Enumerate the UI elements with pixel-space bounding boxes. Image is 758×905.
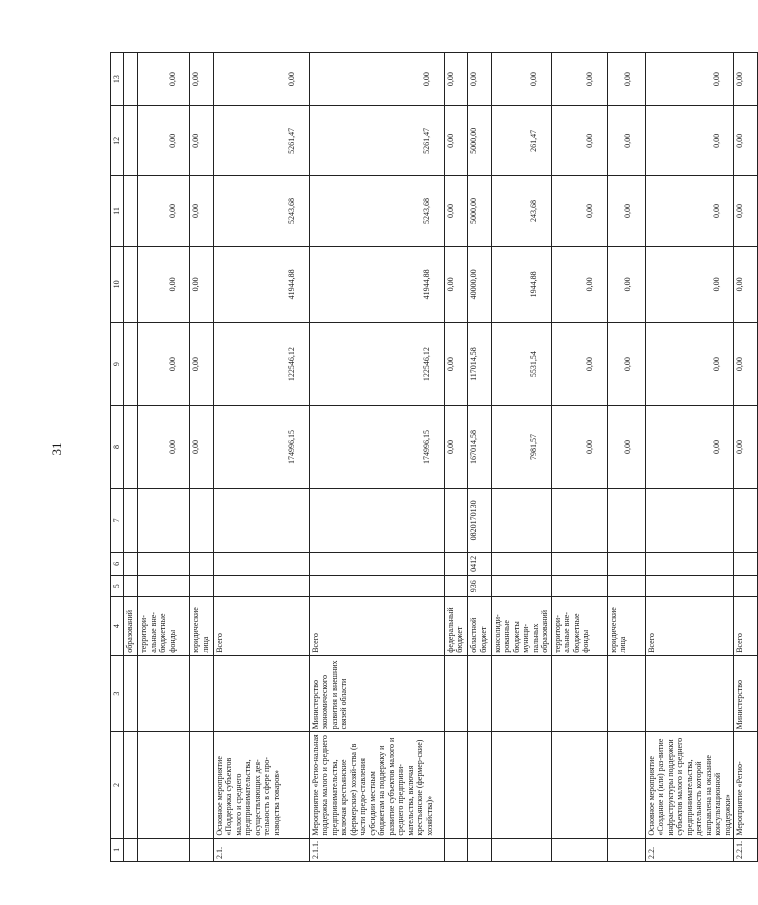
header-cell: 9 bbox=[111, 323, 124, 406]
table-cell: 41944,88 bbox=[309, 246, 444, 323]
table-cell: 0,00 bbox=[734, 53, 758, 106]
table-row bbox=[309, 53, 444, 862]
table-cell: 0,00 bbox=[551, 323, 607, 406]
table-cell bbox=[190, 838, 214, 861]
table-cell: 40000,00 bbox=[468, 246, 492, 323]
table-cell: 0,00 bbox=[190, 406, 214, 489]
table-cell bbox=[491, 488, 551, 552]
table-cell bbox=[551, 552, 607, 575]
table-cell bbox=[190, 488, 214, 552]
table-cell bbox=[124, 838, 138, 861]
budget-table bbox=[110, 52, 758, 862]
table-cell: 0,00 bbox=[645, 106, 734, 176]
table-cell: 936 bbox=[468, 576, 492, 597]
table-cell bbox=[607, 488, 645, 552]
table-cell: 5531,54 bbox=[491, 323, 551, 406]
table-cell: 0,00 bbox=[734, 406, 758, 489]
table-cell bbox=[138, 732, 190, 838]
table-cell: Всего bbox=[213, 597, 309, 655]
table-cell bbox=[124, 655, 138, 732]
table-cell bbox=[734, 552, 758, 575]
table-cell: Всего bbox=[734, 597, 758, 655]
table-cell bbox=[468, 838, 492, 861]
header-cell: 5 bbox=[111, 576, 124, 597]
table-cell: Мероприятие «Регио-нальная поддержка малого и среднего предпринимательства, включая крестьянские (фермерские) хозяй-ства (в части предо-ставления субсидии местным бюджетам на поддержку и развитие субъектов малого и среднего предприни-мательства, включая крестьянские (фермер-ские) хозяйства)» bbox=[309, 732, 444, 838]
table-cell bbox=[190, 655, 214, 732]
table-cell: 0,00 bbox=[444, 406, 468, 489]
table-cell: 0,00 bbox=[444, 53, 468, 106]
table-cell: 0,00 bbox=[190, 246, 214, 323]
table-cell: 167014,58 bbox=[468, 406, 492, 489]
table-cell bbox=[213, 552, 309, 575]
table-cell bbox=[124, 176, 138, 246]
table-cell bbox=[645, 552, 734, 575]
table-row bbox=[213, 53, 309, 862]
table-cell bbox=[309, 488, 444, 552]
table-row bbox=[491, 53, 551, 862]
table-cell: 0,00 bbox=[138, 106, 190, 176]
table-cell bbox=[124, 106, 138, 176]
table-cell: 0,00 bbox=[551, 406, 607, 489]
table-row bbox=[607, 53, 645, 862]
table-cell: 0,00 bbox=[645, 323, 734, 406]
table-cell: 0,00 bbox=[491, 53, 551, 106]
table-cell bbox=[491, 838, 551, 861]
table-cell: 0,00 bbox=[607, 106, 645, 176]
table-cell: 0,00 bbox=[551, 176, 607, 246]
header-cell: 11 bbox=[111, 176, 124, 246]
table-cell: 122546,12 bbox=[213, 323, 309, 406]
table-cell: 0,00 bbox=[551, 53, 607, 106]
table-cell bbox=[124, 246, 138, 323]
table-cell bbox=[551, 655, 607, 732]
table-cell: 0,00 bbox=[734, 176, 758, 246]
table-row bbox=[734, 53, 758, 862]
table-cell: Мероприятие «Регио- bbox=[734, 732, 758, 838]
table-cell: областной бюджет bbox=[468, 597, 492, 655]
table-cell: 0,00 bbox=[551, 106, 607, 176]
table-cell bbox=[734, 576, 758, 597]
table-cell: 0,00 bbox=[607, 246, 645, 323]
table-cell: 174996,15 bbox=[309, 406, 444, 489]
table-cell bbox=[468, 732, 492, 838]
table-cell: 243,68 bbox=[491, 176, 551, 246]
header-cell: 1 bbox=[111, 838, 124, 861]
header-cell: 10 bbox=[111, 246, 124, 323]
table-cell: 0,00 bbox=[607, 53, 645, 106]
table-cell: консолиди-рованные бюджеты муници-пальных образований bbox=[491, 597, 551, 655]
table-row bbox=[124, 53, 138, 862]
table-cell bbox=[138, 576, 190, 597]
table-cell: Основное мероприятие «Поддержка субъектов малого и среднего предпринимательства, осуществляющих дея-тельность в сфере про-изводства товаров» bbox=[213, 732, 309, 838]
table-cell: 261,47 bbox=[491, 106, 551, 176]
table-row bbox=[190, 53, 214, 862]
table-cell: 5243,68 bbox=[309, 176, 444, 246]
table-cell: 5243,68 bbox=[213, 176, 309, 246]
table-cell bbox=[491, 576, 551, 597]
table-cell bbox=[124, 53, 138, 106]
table-cell: 0,00 bbox=[190, 53, 214, 106]
table-cell: Всего bbox=[645, 597, 734, 655]
table-cell: 0,00 bbox=[138, 406, 190, 489]
table-cell bbox=[444, 488, 468, 552]
table-row bbox=[444, 53, 468, 862]
table-cell: 0,00 bbox=[734, 246, 758, 323]
table-cell: 0,00 bbox=[444, 106, 468, 176]
table-cell: 5000,00 bbox=[468, 176, 492, 246]
table-cell: 5261,47 bbox=[213, 106, 309, 176]
table-cell: 0,00 bbox=[190, 176, 214, 246]
table-cell bbox=[491, 552, 551, 575]
header-cell: 3 bbox=[111, 655, 124, 732]
table-cell bbox=[607, 838, 645, 861]
table-cell: Министерство bbox=[734, 655, 758, 732]
table-cell bbox=[734, 488, 758, 552]
table-cell bbox=[444, 655, 468, 732]
table-cell: 0,00 bbox=[309, 53, 444, 106]
table-cell: 1944,88 bbox=[491, 246, 551, 323]
header-cell: 6 bbox=[111, 552, 124, 575]
table-cell: Министерство экономического развития и внешних связей области bbox=[309, 655, 444, 732]
table-cell: федеральный бюджет bbox=[444, 597, 468, 655]
table-cell bbox=[444, 552, 468, 575]
table-cell: 0,00 bbox=[444, 246, 468, 323]
table-cell: 0412 bbox=[468, 552, 492, 575]
table-cell: 0,00 bbox=[607, 176, 645, 246]
table-cell bbox=[444, 838, 468, 861]
table-cell: Основное мероприятие «Создание и (или) раз-витие инфраструктуры поддержки субъектов малого и среднего предпринимательства, деятельность которой направлена на оказание консультационной поддержки» bbox=[645, 732, 734, 838]
table-cell bbox=[190, 576, 214, 597]
table-cell: 7981,57 bbox=[491, 406, 551, 489]
table-cell bbox=[124, 732, 138, 838]
table-cell: 0,00 bbox=[645, 246, 734, 323]
table-cell: 0,00 bbox=[607, 406, 645, 489]
table-cell: 5000,00 bbox=[468, 106, 492, 176]
table-cell bbox=[607, 576, 645, 597]
table-row bbox=[551, 53, 607, 862]
rotated-table-wrapper bbox=[110, 52, 744, 862]
table-cell: 0,00 bbox=[138, 53, 190, 106]
table-cell bbox=[138, 552, 190, 575]
table-cell: территори-альные вне-бюджетные фонды bbox=[551, 597, 607, 655]
table-cell: 2.2. bbox=[645, 838, 734, 861]
table-cell: 0,00 bbox=[213, 53, 309, 106]
table-cell: 0,00 bbox=[190, 106, 214, 176]
table-cell bbox=[607, 655, 645, 732]
table-cell bbox=[491, 655, 551, 732]
table-cell: 174996,15 bbox=[213, 406, 309, 489]
table-cell: Всего bbox=[309, 597, 444, 655]
table-cell: 0,00 bbox=[734, 106, 758, 176]
table-cell: юридические лица bbox=[190, 597, 214, 655]
table-cell bbox=[551, 488, 607, 552]
table-row bbox=[645, 53, 734, 862]
table-cell bbox=[124, 488, 138, 552]
header-cell: 8 bbox=[111, 406, 124, 489]
table-cell bbox=[213, 655, 309, 732]
table-cell: 0,00 bbox=[645, 406, 734, 489]
table-cell: 0,00 bbox=[645, 53, 734, 106]
table-cell: 41944,88 bbox=[213, 246, 309, 323]
table-cell: 2.1.1. bbox=[309, 838, 444, 861]
table-cell: 0,00 bbox=[444, 176, 468, 246]
table-cell: 0820170130 bbox=[468, 488, 492, 552]
table-cell bbox=[444, 576, 468, 597]
table-cell: 2.2.1. bbox=[734, 838, 758, 861]
table-cell bbox=[645, 488, 734, 552]
table-cell: юридические лица bbox=[607, 597, 645, 655]
table-cell: 0,00 bbox=[734, 323, 758, 406]
table-cell bbox=[551, 838, 607, 861]
table-cell bbox=[309, 552, 444, 575]
table-cell bbox=[309, 576, 444, 597]
table-cell bbox=[124, 552, 138, 575]
table-cell: 0,00 bbox=[468, 53, 492, 106]
table-cell: 117014,58 bbox=[468, 323, 492, 406]
table-cell bbox=[444, 732, 468, 838]
table-cell bbox=[551, 732, 607, 838]
page-number: 31 bbox=[49, 442, 64, 456]
table-cell bbox=[491, 732, 551, 838]
header-cell: 13 bbox=[111, 53, 124, 106]
table-cell bbox=[551, 576, 607, 597]
table-cell: 0,00 bbox=[138, 246, 190, 323]
table-cell: 0,00 bbox=[190, 323, 214, 406]
table-row bbox=[468, 53, 492, 862]
table-cell: 0,00 bbox=[645, 176, 734, 246]
header-cell: 7 bbox=[111, 488, 124, 552]
header-row bbox=[111, 53, 124, 862]
table-cell: 0,00 bbox=[444, 323, 468, 406]
table-cell: 0,00 bbox=[138, 176, 190, 246]
table-cell bbox=[190, 552, 214, 575]
table-cell: 5261,47 bbox=[309, 106, 444, 176]
table-cell bbox=[607, 552, 645, 575]
table-cell bbox=[124, 323, 138, 406]
table-cell: 2.1. bbox=[213, 838, 309, 861]
table-cell: 0,00 bbox=[607, 323, 645, 406]
table-cell bbox=[645, 576, 734, 597]
table-cell: образований bbox=[124, 597, 138, 655]
table-cell bbox=[213, 576, 309, 597]
table-cell bbox=[645, 655, 734, 732]
table-cell bbox=[124, 576, 138, 597]
table-cell bbox=[138, 838, 190, 861]
table-cell: 122546,12 bbox=[309, 323, 444, 406]
table-cell bbox=[138, 488, 190, 552]
table-cell bbox=[213, 488, 309, 552]
table-cell: территори-альные вне-бюджетные фонды bbox=[138, 597, 190, 655]
table-cell: 0,00 bbox=[551, 246, 607, 323]
table-row bbox=[138, 53, 190, 862]
header-cell: 4 bbox=[111, 597, 124, 655]
table-cell bbox=[138, 655, 190, 732]
table-cell bbox=[124, 406, 138, 489]
header-cell: 12 bbox=[111, 106, 124, 176]
header-cell: 2 bbox=[111, 732, 124, 838]
table-cell bbox=[607, 732, 645, 838]
table-cell bbox=[468, 655, 492, 732]
table-cell bbox=[190, 732, 214, 838]
table-cell: 0,00 bbox=[138, 323, 190, 406]
